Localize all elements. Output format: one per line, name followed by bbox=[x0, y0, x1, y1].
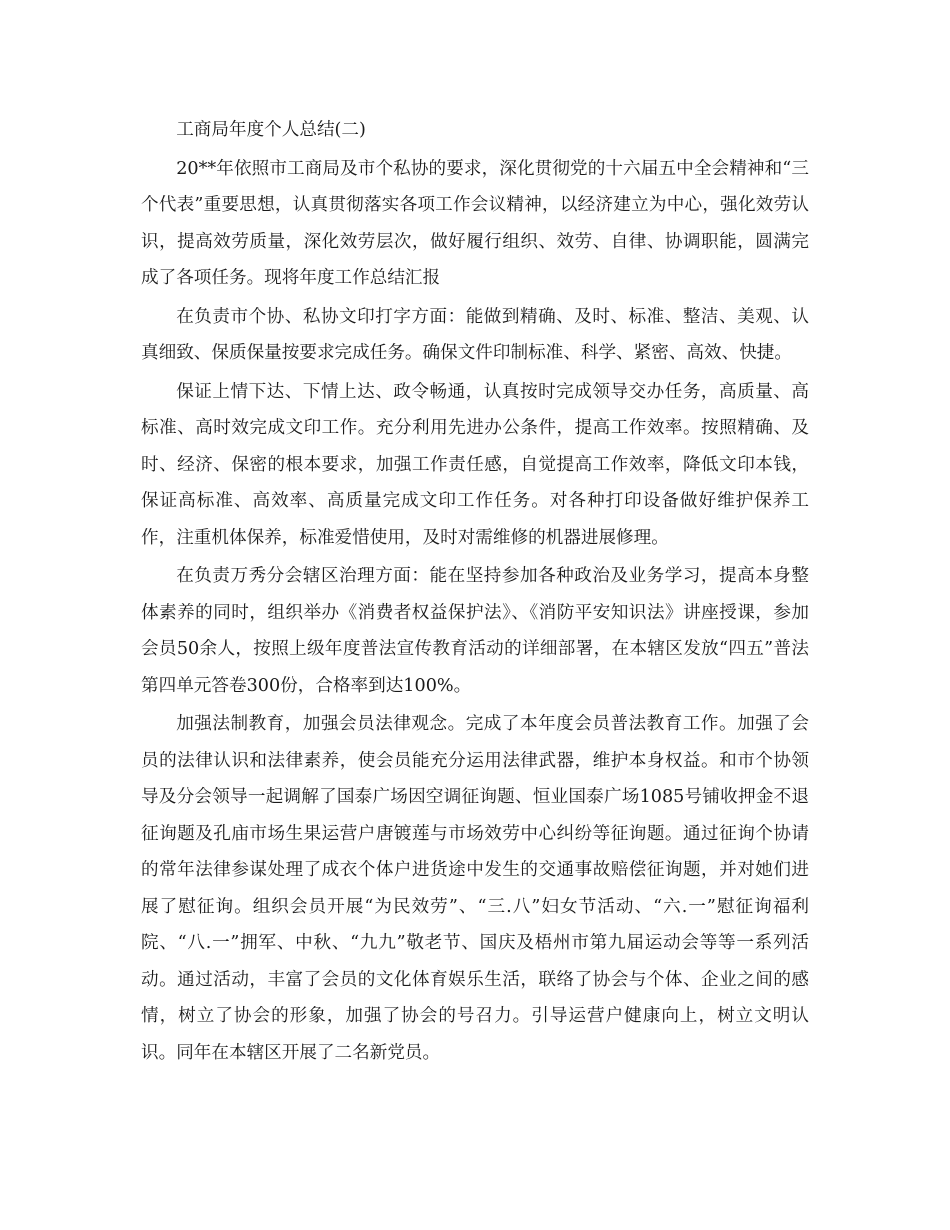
document-page bbox=[141, 112, 809, 1071]
paragraph-efficiency: 保证上情下达、下情上达、政令畅通，认真按时完成领导交办任务，高质量、高标准、高时效完成文印工作。充分利用先进办公条件，提高工作效率。按照精确、及时、经济、保密的根本要求，加强工作责任感，自觉提高工作效率，降低文印本钱，保证高标准、高效率、高质量完成文印工作任务。对各种打印设备做好维护保养工作，注重机体保养，标准爱惜使用，及时对需维修的机器进展修理。 bbox=[141, 381, 809, 548]
paragraph-intro: 20**年依照市工商局及市个私协的要求，深化贯彻党的十六届五中全会精神和“三个代表”重要思想，认真贯彻落实各项工作会议精神，以经济建立为中心，强化效劳认识，提高效劳质量，深化效劳层次，做好履行组织、效劳、自律、协调职能，圆满完成了各项任务。现将年度工作总结汇报 bbox=[141, 158, 809, 288]
paragraph-typing-work: 在负责市个协、私协文印打字方面：能做到精确、及时、标准、整洁、美观、认真细致、保质保量按要求完成任务。确保文件印制标准、科学、紧密、高效、快捷。 bbox=[141, 306, 809, 363]
document-title: 工商局年度个人总结(二) bbox=[176, 120, 366, 140]
paragraph-legal-education: 加强法制教育，加强会员法律观念。完成了本年度会员普法教育工作。加强了会员的法律认识和法律素养，使会员能充分运用法律武器，维护本身权益。和市个协领导及分会领导一起调解了国泰广场因空调征询题、恒业国泰广场1085号铺收押金不退征询题及孔庙市场生果运营户唐镀莲与市场效劳中心纠纷等征询题。通过征询个协请的常年法律参谋处理了成衣个体户进货途中发生的交通事故赔偿征询题，并对她们进展了慰征询。组织会员开展“为民效劳”、“三.八”妇女节活动、“六.一”慰征询福利院、“八.一”拥军、中秋、“九九”敬老节、国庆及梧州市第九届运动会等等一系列活动。通过活动，丰富了会员的文化体育娱乐生活，联络了协会与个体、企业之间的感情，树立了协会的形象，加强了协会的号召力。引导运营户健康向上，树立文明认识。同年在本辖区开展了二名新党员。 bbox=[141, 714, 809, 1063]
paragraph-district-management: 在负责万秀分会辖区治理方面：能在坚持参加各种政治及业务学习，提高本身整体素养的同时，组织举办《消费者权益保护法》、《消防平安知识法》讲座授课，参加会员50余人，按照上级年度普法宣传教育活动的详细部署，在本辖区发放“四五”普法第四单元答卷300份，合格率到达100%。 bbox=[141, 566, 809, 696]
